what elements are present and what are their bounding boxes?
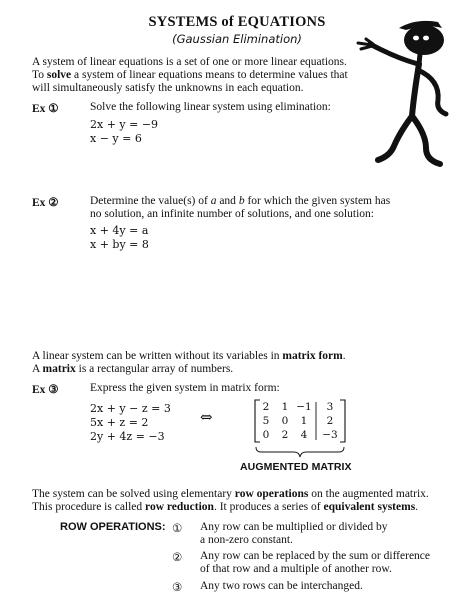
example-1-label: Ex ① [32,103,59,115]
matrix-cell-r1-c3: −1 [296,401,312,413]
matrix-cell-r1-c1: 2 [262,401,270,413]
example-2-label: Ex ② [32,197,59,209]
matrix-intro-line-1: A linear system can be written without its variables in matrix form. [32,350,346,362]
equivalence-arrow-icon: ⇔ [200,408,213,426]
example-3-equation-3: 2y + 4z = −3 [90,430,165,443]
augmented-matrix-label: AUGMENTED MATRIX [240,461,352,473]
example-3-equation-2: 5x + z = 2 [90,416,149,429]
example-3-instruction: Express the given system in matrix form: [90,382,280,394]
matrix-cell-r3-c4: −3 [322,429,338,441]
row-op-2-number: ② [172,552,183,564]
example-3-label: Ex ③ [32,384,59,396]
solve-term: solve [46,69,72,81]
example-2-equation-1: x + 4y = a [90,224,149,237]
matrix-cell-r2-c4: 2 [326,415,334,427]
matrix-cell-r1-c2: 1 [281,401,289,413]
row-ops-intro-line-2: This procedure is called row reduction. It produces a series of equivalent systems. [32,501,419,513]
page-subtitle: (Gaussian Elimination) [172,32,302,46]
matrix-cell-r3-c3: 4 [300,429,308,441]
example-2-equation-2: x + by = 8 [90,238,149,251]
matrix-cell-r2-c3: 1 [300,415,308,427]
row-op-2-line-2: of that row and a multiple of another row. [200,563,392,575]
row-op-2-line-1: Any row can be replaced by the sum or difference [200,550,431,562]
pointing-stick-figure-icon [356,14,462,172]
matrix-intro-line-2: A matrix is a rectangular array of numbers. [32,363,234,375]
row-ops-heading: ROW OPERATIONS: [60,521,166,533]
page-title: SYSTEMS of EQUATIONS [148,14,326,30]
example-1-equation-1: 2x + y = −9 [90,118,159,131]
example-2-instruction-line-2: no solution, an infinite number of solutions, and one solution: [90,208,374,220]
augmented-matrix [252,398,348,458]
row-op-3-line-1: Any two rows can be interchanged. [200,580,363,592]
matrix-cell-r3-c2: 2 [281,429,289,441]
row-ops-intro-line-1: The system can be solved using elementary row operations on the augmented matrix. [32,488,429,500]
matrix-cell-r1-c4: 3 [326,401,334,413]
row-op-1-number: ① [172,523,183,535]
example-1-equation-2: x − y = 6 [90,132,142,145]
matrix-cell-r2-c2: 0 [281,415,289,427]
example-1-instruction: Solve the following linear system using elimination: [90,101,331,113]
row-op-3-number: ③ [172,582,183,594]
matrix-cell-r2-c1: 5 [262,415,270,427]
intro-line-3: will simultaneously satisfy the unknowns in each equation. [32,82,304,94]
intro-line-1: A system of linear equations is a set of one or more linear equations. [32,56,347,68]
matrix-cell-r3-c1: 0 [262,429,270,441]
example-2-instruction-line-1: Determine the value(s) of a and b for which the given system has [90,195,391,207]
row-op-1-line-2: a non-zero constant. [200,534,293,546]
row-op-1-line-1: Any row can be multiplied or divided by [200,521,388,533]
example-3-equation-1: 2x + y − z = 3 [90,402,171,415]
intro-line-2: To solve a system of linear equations means to determine values that [32,69,348,81]
